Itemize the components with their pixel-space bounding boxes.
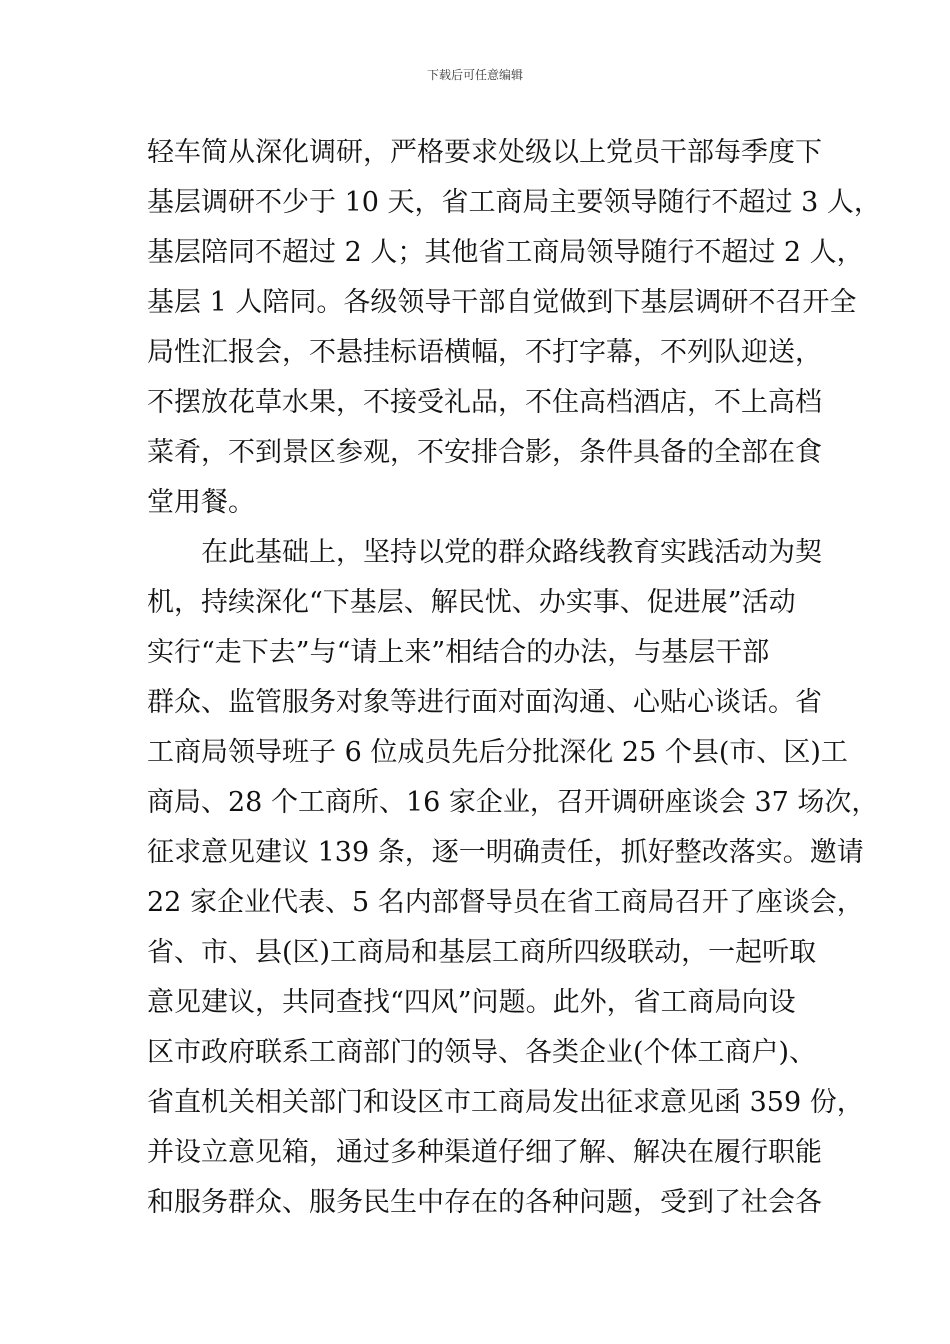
paragraph-2 [147,528,879,1228]
text-line: 区市政府联系工商部门的领导、各类企业(个体工商户)、 [147,1037,817,1068]
text-line: 轻车简从深化调研，严格要求处级以上党员干部每季度下 [147,137,822,168]
text-line: 不摆放花草水果，不接受礼品，不住高档酒店，不上高档 [147,387,822,418]
text-line: 菜肴，不到景区参观，不安排合影，条件具备的全部在食 [147,437,822,468]
text-line: 在此基础上，坚持以党的群众路线教育实践活动为契 [201,537,822,568]
paragraph-1 [147,128,881,528]
document-body [147,128,881,1228]
text-line: 基层陪同不超过 2 人；其他省工商局领导随行不超过 2 人， [147,237,864,268]
text-line: 省直机关相关部门和设区市工商局发出征求意见函 359 份， [147,1087,864,1118]
text-line: 堂用餐。 [147,487,255,518]
text-line: 意见建议，共同查找“四风”问题。此外，省工商局向设 [147,987,796,1018]
text-line: 群众、监管服务对象等进行面对面沟通、心贴心谈话。省 [147,687,822,718]
text-line: 工商局领导班子 6 位成员先后分批深化 25 个县(市、区)工 [147,737,848,768]
text-line: 22 家企业代表、5 名内部督导员在省工商局召开了座谈会， [147,887,864,918]
text-line: 和服务群众、服务民生中存在的各种问题，受到了社会各 [147,1187,822,1218]
text-line: 省、市、县(区)工商局和基层工商所四级联动，一起听取 [147,937,817,968]
text-line: 基层 1 人陪同。各级领导干部自觉做到下基层调研不召开全 [147,287,857,318]
text-line: 局性汇报会，不悬挂标语横幅，不打字幕，不列队迎送， [147,337,822,368]
text-line: 并设立意见箱，通过多种渠道仔细了解、解决在履行职能 [147,1137,822,1168]
text-line: 机，持续深化“下基层、解民忧、办实事、促进展”活动 [147,587,796,618]
text-line: 商局、28 个工商所、16 家企业，召开调研座谈会 37 场次， [147,787,879,818]
page-header: 下载后可任意编辑 [426,68,523,82]
text-line: 征求意见建议 139 条，逐一明确责任，抓好整改落实。邀请 [147,837,864,868]
text-line: 基层调研不少于 10 天，省工商局主要领导随行不超过 3 人， [147,187,881,218]
text-line: 实行“走下去”与“请上来”相结合的办法，与基层干部 [147,637,770,668]
